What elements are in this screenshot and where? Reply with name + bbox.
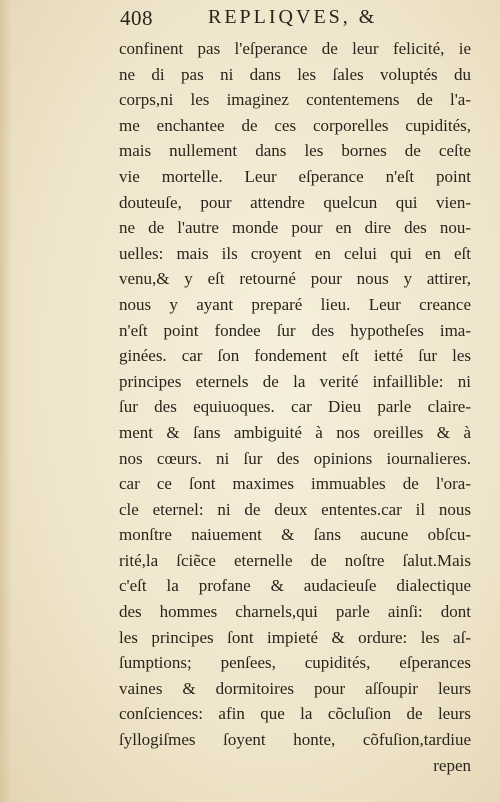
text-line: vaines & dormitoires pour aſſoupir leurs [119, 678, 471, 698]
text-line: ſur des equiuoques. car Dieu parle claire- [119, 397, 471, 417]
text-line: rité,la ſciẽce eternelle de noſtre ſalut.Mais [119, 550, 471, 570]
text-line: douteuſe, pour attendre quelcun qui vien- [119, 192, 471, 212]
catchword: repen [433, 755, 471, 775]
text-line: ment & ſans ambiguité à nos oreilles & à [119, 422, 471, 442]
text-line: car ce ſont maximes immuables de l'ora- [119, 474, 471, 494]
text-line: n'eſt point fondee ſur des hypotheſes ima- [119, 320, 471, 340]
text-line: mais nullement dans les bornes de ceſte [119, 141, 471, 161]
text-line: ne de l'autre monde pour en dire des nou- [119, 218, 471, 238]
text-line: cle eternel: ni de deux ententes.car il nous [119, 499, 471, 519]
body-text [119, 36, 471, 778]
text-line: venu,& y eſt retourné pour nous y attirer, [119, 269, 471, 289]
text-line: confinent pas l'eſperance de leur felicité, ie [119, 39, 471, 58]
text-line: vie mortelle. Leur eſperance n'eſt point [119, 166, 471, 186]
text-line: ne di pas ni dans les ſales voluptés du [119, 64, 471, 84]
text-line: me enchantee de ces corporelles cupidités, [119, 115, 471, 135]
running-head: REPLIQVES, & [208, 6, 378, 28]
text-line: les principes ſont impieté & ordure: les aſ- [119, 627, 471, 647]
text-line: c'eſt la profane & audacieuſe dialectique [119, 576, 471, 596]
text-line: conſciences: afin que la cõcluſion de leurs [119, 704, 471, 724]
text-line: uelles: mais ils croyent en celui qui en eſt [119, 243, 471, 263]
text-line: nos cœurs. ni ſur des opinions iournalieres. [119, 448, 471, 468]
text-line: ſyllogiſmes ſoyent honte, cõfuſion,tardiue [119, 730, 471, 750]
text-line: ginées. car ſon fondement eſt ietté ſur les [119, 346, 471, 366]
text-line: ſumptions; penſees, cupidités, eſperances [119, 653, 471, 673]
text-line: corps,ni les imaginez contentemens de l'a- [119, 90, 471, 110]
page-header [120, 6, 470, 36]
text-line: principes eternels de la verité infaillible: ni [119, 371, 471, 391]
text-line: nous y ayant preparé lieu. Leur creance [119, 294, 471, 314]
page-number: 408 [120, 6, 153, 30]
text-line: monſtre naiuement & ſans aucune obſcu- [119, 525, 471, 545]
text-line: des hommes charnels,qui parle ainſi: dont [119, 602, 471, 622]
